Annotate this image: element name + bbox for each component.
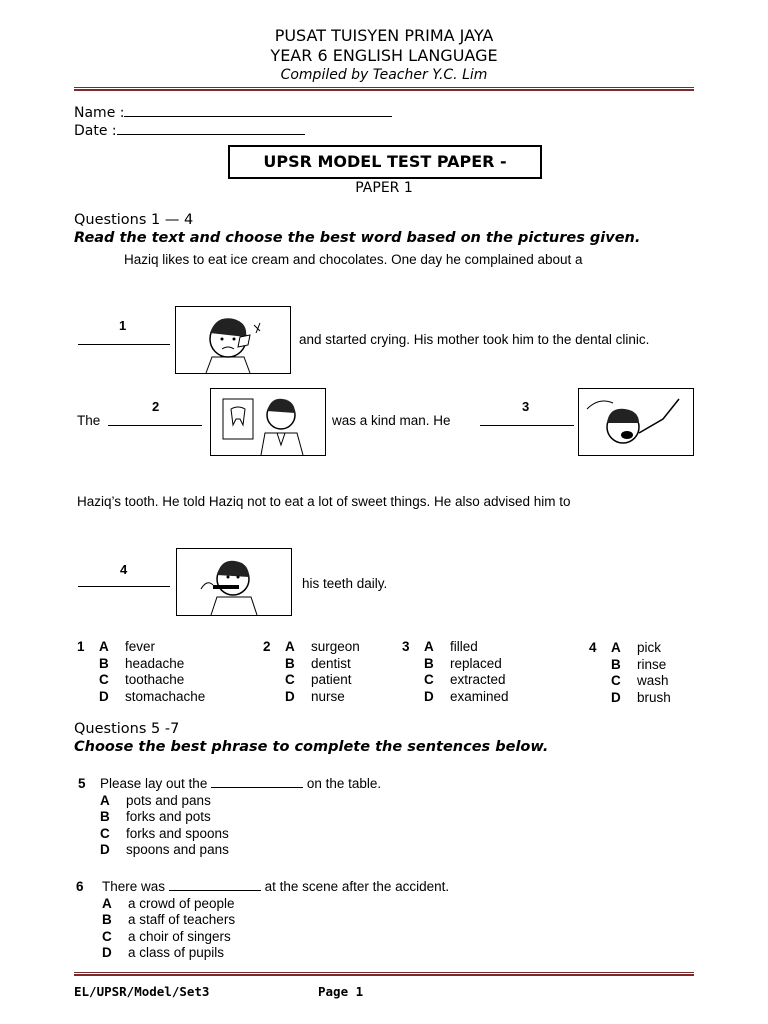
picture-brushing [176,548,292,616]
dentist-icon [211,389,325,455]
option-letter: A [102,895,112,911]
option-letter: D [285,688,295,704]
option-text[interactable]: a staff of teachers [128,912,236,927]
option-letter: D [102,945,112,960]
blank-2 [108,425,202,426]
option-letter: D [611,689,621,705]
brushing-teeth-icon [177,549,291,615]
option-letter: C [100,825,110,841]
section2-instruction: Choose the best phrase to complete the sentences below. [74,739,549,755]
question-blank [211,778,303,788]
question-6 [76,879,449,962]
option-text[interactable]: filled [450,639,478,654]
header-rule [74,87,694,91]
name-label: Name : [74,105,125,121]
option-text[interactable]: forks and pots [126,809,211,824]
option-letter: A [611,640,621,655]
option-letter: C [102,928,112,944]
options-q1 [77,639,205,705]
option-qnum: 2 [263,639,271,654]
paper-subtitle: PAPER 1 [355,180,413,196]
option-text[interactable]: a choir of singers [128,928,231,944]
passage-line1: Haziq likes to eat ice cream and chocolates. One day he complained about a [124,252,583,267]
question-blank [169,881,261,891]
option-letter: A [100,792,110,808]
footer-code: EL/UPSR/Model/Set3 [74,984,210,999]
option-letter: A [99,639,109,654]
blank-3 [480,425,574,426]
option-text[interactable]: pots and pans [126,792,211,808]
compiler-line: Compiled by Teacher Y.C. Lim [280,67,488,83]
option-letter: D [99,688,109,704]
passage-line4: Haziq’s tooth. He told Haziq not to eat a lot of sweet things. He also advised him to [77,494,571,509]
passage-the: The [77,413,101,428]
option-qnum: 1 [77,639,85,654]
footer-page: Page 1 [318,984,364,999]
name-field[interactable] [74,103,392,121]
picture-dentist [210,388,326,456]
option-text[interactable]: a class of pupils [128,945,225,960]
blank-number-1: 1 [119,318,127,333]
option-text[interactable]: extracted [450,672,506,687]
option-text[interactable]: rinse [637,656,667,672]
blank-1 [78,344,170,345]
option-letter: C [611,673,621,688]
option-text[interactable]: surgeon [311,639,360,654]
option-text[interactable]: forks and spoons [126,825,229,841]
option-letter: D [100,842,110,857]
option-text[interactable]: examined [450,688,509,704]
option-text[interactable]: pick [637,640,662,655]
date-field[interactable] [74,121,305,139]
blank-number-2: 2 [152,399,160,414]
name-line [124,103,392,117]
section1-heading: Questions 1 — 4 [74,212,194,228]
option-letter: C [424,672,434,687]
option-qnum: 4 [589,640,597,655]
toothache-boy-icon [176,307,290,373]
option-letter: A [424,639,434,654]
picture-toothache [175,306,291,374]
blank-4 [78,586,170,587]
option-letter: C [99,672,109,687]
option-text[interactable]: fever [125,639,156,654]
section2-heading: Questions 5 -7 [74,721,180,737]
question-text: Please lay out the [100,776,208,791]
date-label: Date : [74,123,117,139]
date-line [117,121,305,135]
options-q2 [263,639,360,705]
option-letter: B [99,655,109,671]
option-letter: D [424,688,434,704]
option-letter: A [285,639,295,654]
footer-rule [74,972,694,976]
option-letter: B [424,655,434,671]
class-title: YEAR 6 ENGLISH LANGUAGE [270,46,498,65]
question-text: at the scene after the accident. [264,879,450,894]
options-q3 [402,639,509,705]
question-5 [78,776,381,859]
paper-title-box: UPSR MODEL TEST PAPER - [228,145,542,179]
question-number: 6 [76,879,84,894]
option-text[interactable]: toothache [125,672,185,687]
option-text[interactable]: nurse [311,688,345,704]
blank-number-4: 4 [120,562,128,577]
passage-after-2: was a kind man. He [332,413,451,428]
option-qnum: 3 [402,639,410,654]
option-letter: B [100,809,110,824]
option-letter: B [102,912,112,927]
option-text[interactable]: headache [125,655,185,671]
option-letter: B [285,655,295,671]
option-text[interactable]: spoons and pans [126,842,229,857]
question-number: 5 [78,776,86,791]
option-text[interactable]: patient [311,672,352,687]
passage-after-1: and started crying. His mother took him to the dental clinic. [299,332,650,347]
picture-examined [578,388,694,456]
option-text[interactable]: replaced [450,655,502,671]
section1-instruction: Read the text and choose the best word based on the pictures given. [74,230,641,246]
blank-number-3: 3 [522,399,530,414]
option-text[interactable]: wash [637,673,669,688]
option-text[interactable]: stomachache [125,688,206,704]
school-name: PUSAT TUISYEN PRIMA JAYA [274,26,494,45]
option-text[interactable]: dentist [311,655,351,671]
option-letter: C [285,672,295,687]
passage-after-4: his teeth daily. [302,576,388,591]
options-q4 [589,640,671,706]
option-letter: B [611,656,621,672]
question-text: There was [102,879,166,894]
dental-exam-icon [579,389,693,455]
option-text[interactable]: a crowd of people [128,895,235,911]
question-text: on the table. [306,776,382,791]
option-text[interactable]: brush [637,689,671,705]
